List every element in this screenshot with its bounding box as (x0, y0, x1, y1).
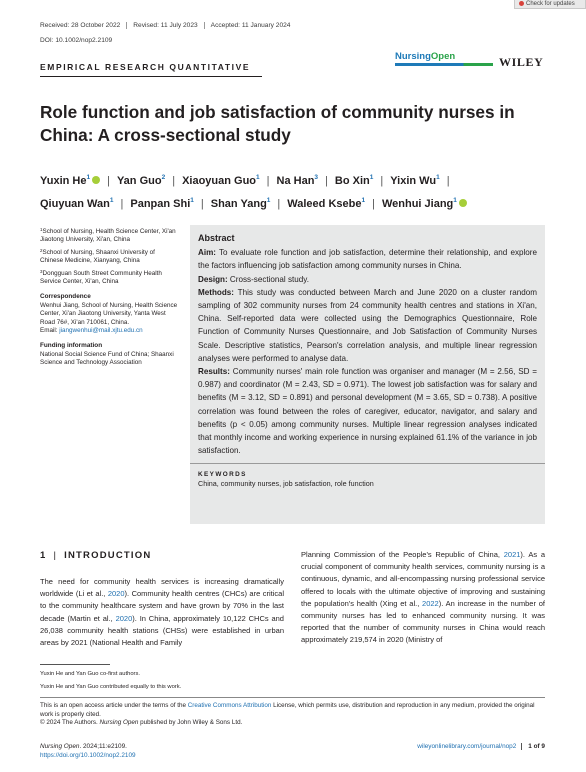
citation-link[interactable]: 2021 (503, 550, 521, 559)
keywords-divider (190, 463, 545, 464)
abstract-box (190, 225, 545, 524)
funding-text: National Social Science Fund of China; Shaanxi Science and Technology Association (40, 350, 174, 367)
license-text: This is an open access article under the terms of the Creative Commons Attribution License, which permits use, distribution and reproduction in any medium, provided the original work is properly cited. © 2024 The Authors. Nursing Open published by John Wiley & Sons Ltd. (40, 702, 535, 727)
keywords: China, community nurses, job satisfaction, role function (198, 479, 374, 489)
journal-name-a: Nursing (395, 51, 431, 62)
citation-link[interactable]: 2020 (115, 613, 133, 623)
correspondence-heading: Correspondence (40, 293, 91, 301)
footnote: Yuxin He and Yan Guo contributed equally to this work. (40, 684, 182, 690)
check-for-updates-button[interactable] (514, 0, 586, 9)
section-label: EMPIRICAL RESEARCH QUANTITATIVE (40, 62, 251, 72)
abstract-aim: Aim: To evaluate role function and job satisfaction, determine their relationship, and explore the factors influencing job satisfaction among community nurses in China. (198, 248, 537, 271)
body-column-left: The need for community health services is increasing dramatically worldwide (Li et al., 2020). Community health centres (CHCs) are critical to the community healthcare system and have grown by 70% in the last decade (Martin et al., 2020). In China, approximately 10,122 CHCs and 26,038 community health stations (CHSs) were established in urban areas by 2021 (National Health and Family (40, 577, 284, 648)
correspondence-text: Wenhui Jiang, School of Nursing, Health Science Center, Xi'an Jiaotong University, Yanta West Road 76#, Xi'an 710061, China. Email: jiangwenhui@mail.xjtu.edu.cn (40, 301, 178, 335)
journal-name-b: Open (430, 51, 456, 62)
author[interactable]: Yan Guo$^2$ (116, 174, 166, 187)
article-dates (40, 22, 302, 29)
author[interactable]: Wenhui Jiang$^1$ (382, 198, 467, 210)
journal-logo (395, 51, 455, 62)
footer-citation: Nursing Open. 2024;11:e2109. https://doi.org/10.1002/nop2.2109 (40, 743, 136, 759)
abstract-results: Results: Community nurses' main role function was organiser and manager (M = 2.56, SD = 0.987) and coordinator (M = 2.43, SD = 0.971). The lowest job satisfaction was for salary and benefits (M = 3.12, SD = 0.891) and personal development (M = 3.65, SD = 0.738). A positive correlation was found between the roles of caregiver, educator, navigator, and salary and benefits (p < 0.05) among community nurses. Multiple linear regression analyses indicated that monthly income and working experience in nursing explained 61.1% of the variance in job satisfaction. (198, 367, 537, 456)
author[interactable]: Yuxin He$^1$ (40, 175, 100, 187)
affiliation: $^1$School of Nursing, Health Science Center, Xi'an Jiaotong University, Xi'an, China (40, 227, 176, 244)
author[interactable]: Bo Xin$^1$ (334, 174, 374, 187)
author[interactable]: Shan Yang$^1$ (210, 197, 271, 210)
author[interactable]: Yixin Wu$^1$ (390, 174, 440, 187)
footnote: Yuxin He and Yan Guo co-first authors. (40, 671, 140, 677)
citation-link[interactable]: 2022 (422, 598, 439, 608)
doi-link[interactable]: https://doi.org/10.1002/nop2.2109 (40, 752, 136, 759)
journal-logo-bar (395, 63, 493, 66)
accepted-date: Accepted: 11 January 2024 (210, 22, 291, 29)
article-sidebar (40, 226, 178, 368)
publisher-logo: WILEY (499, 55, 544, 69)
check-for-updates-label: Check for updates (526, 1, 575, 7)
author[interactable]: Waleed Ksebe$^1$ (287, 197, 366, 210)
citation-link[interactable]: 2020 (107, 589, 125, 599)
keywords-heading: KEYWORDS (198, 471, 247, 479)
email-link[interactable]: jiangwenhui@mail.xjtu.edu.cn (59, 327, 143, 335)
license-divider (40, 697, 545, 698)
update-icon (519, 1, 524, 6)
article-title: Role function and job satisfaction of community nurses in China: A cross-sectional study (40, 102, 515, 145)
body-column-right: Planning Commission of the People's Republic of China, 2021). As a crucial component of community health services, community nursing is a continuous, dynamic, and all-encompassing nursing professional service offered to locals with the ultimate objective of improving and sustaining the population's health (Xing et al., 2022). An increase in the number of community nurses has led to enhanced community nursing. It was reported that the number of community nurses in China would reach approximately 219,574 in 2020 (Ministry of (301, 550, 545, 645)
orcid-icon[interactable] (459, 199, 467, 207)
affiliation: $^2$School of Nursing, Shaanxi University of Chinese Medicine, Xianyang, China (40, 247, 155, 265)
funding-heading: Funding information (40, 342, 103, 350)
page-number: 1 of 9 (521, 743, 545, 750)
footnote-divider (40, 664, 110, 665)
author[interactable]: Qiuyuan Wan$^1$ (40, 197, 114, 210)
section-divider (40, 76, 262, 77)
license-link[interactable]: Creative Commons Attribution (187, 702, 272, 709)
abstract-methods: Methods: This study was conducted between March and June 2020 on a cluster random sampling of 302 community nurses from 24 community health centres and stations in Xi'an, China. Self-reported data were collected using the Demographics Questionnaire, Role Function of Community Nurses Questionnaire, and Job Satisfaction of Community Nurses Scale. Descriptive statistics, Pearson's correlation analysis, and multiple linear regression analyses were performed to analyse data. (198, 287, 537, 363)
received-date: Received: 28 October 2022 (40, 22, 127, 29)
author[interactable]: Na Han$^3$ (276, 174, 319, 187)
journal-site-link[interactable]: wileyonlinelibrary.com/journal/nop2 (417, 743, 517, 750)
orcid-icon[interactable] (92, 176, 100, 184)
affiliation: $^3$Dongguan South Street Community Health Service Center, Xi'an, China (40, 268, 162, 286)
section-heading: 1 | INTRODUCTION (40, 550, 152, 561)
abstract-heading: Abstract (198, 233, 235, 243)
author[interactable]: Panpan Shi$^1$ (130, 197, 194, 210)
author-list: Yuxin He$^1$ | Yan Guo$^2$ | Xiaoyuan Guo$^1$ | Na Han$^3$ | Bo Xin$^1$ | Yixin Wu$^1$ | Qiuyuan Wan$^1$ | Panpan Shi$^1$ | Shan Yang$^1$ | Waleed Ksebe$^1$ | Wenhui Jiang$^1$ (40, 168, 550, 214)
abstract-design: Design: Cross-sectional study. (198, 274, 309, 284)
doi: DOI: 10.1002/nop2.2109 (40, 37, 113, 44)
author[interactable]: Xiaoyuan Guo$^1$ (182, 174, 260, 187)
revised-date: Revised: 11 July 2023 (133, 22, 204, 29)
footer-right (417, 742, 545, 751)
